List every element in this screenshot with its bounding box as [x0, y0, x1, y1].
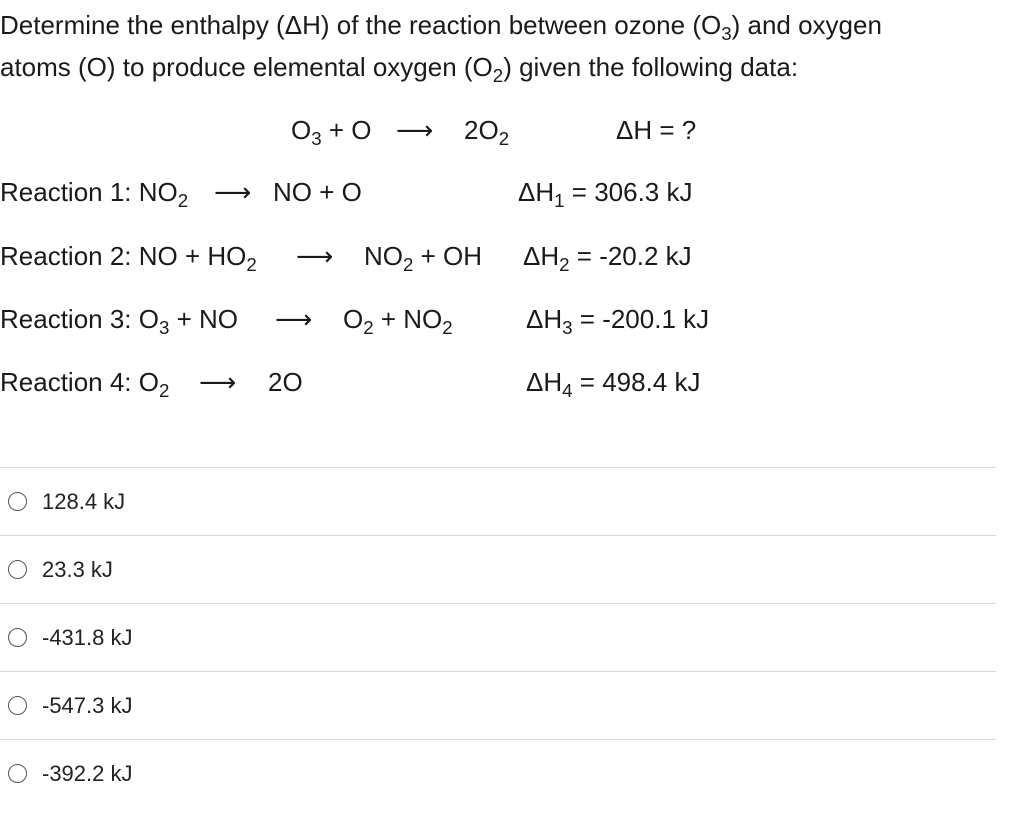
answer-option-label: 128.4 kJ	[42, 488, 126, 514]
radio-button-icon[interactable]	[8, 696, 27, 715]
reaction-1-enthalpy: $\Delta H_1 = 306.3$ kJ	[518, 177, 693, 211]
target-enthalpy: ΔH = ?	[616, 115, 697, 145]
reaction-4-arrow: ⟶	[199, 367, 237, 397]
question-line-1: Determine the enthalpy (ΔH) of the reaction between ozone $(O_3)$ and oxygen	[0, 10, 882, 44]
answer-option-label: -547.3 kJ	[42, 692, 133, 718]
question-line-2: atoms (O) to produce elemental oxygen $(O_2)$ given the following data:	[0, 52, 799, 86]
reaction-2-arrow: ⟶	[296, 241, 334, 271]
answer-option[interactable]	[0, 535, 996, 603]
answer-option-label: -392.2 kJ	[42, 760, 133, 786]
reaction-3-products: $O_2 + NO_2$	[343, 304, 453, 338]
radio-button-icon[interactable]	[8, 492, 27, 511]
reaction-1-products: NO + O	[273, 177, 362, 207]
answer-options	[0, 467, 996, 807]
radio-button-icon[interactable]	[8, 560, 27, 579]
target-reaction-reactants: $O_3 + O$	[291, 115, 372, 149]
reaction-2-enthalpy: $\Delta H_2 = -20.2$ kJ	[523, 241, 692, 275]
reaction-3-reactants: Reaction 3: $O_3$ + NO	[0, 304, 239, 338]
reaction-1-reactants: Reaction 1: $NO_2$	[0, 177, 189, 211]
reaction-4-enthalpy: $\Delta H_4 = 498.4$ kJ	[526, 367, 701, 401]
reaction-4-reactants: Reaction 4: $O_2$	[0, 367, 170, 401]
answer-option-label: 23.3 kJ	[42, 556, 113, 582]
answer-option[interactable]	[0, 671, 996, 739]
reaction-2-reactants: Reaction 2: NO + $HO_2$	[0, 241, 257, 275]
answer-option-label: -431.8 kJ	[42, 624, 133, 650]
reaction-1-arrow: ⟶	[214, 177, 252, 207]
reaction-4-products: 2O	[268, 367, 303, 397]
answer-option[interactable]	[0, 739, 996, 807]
reaction-2-products: $NO_2$ + OH	[364, 241, 483, 275]
reaction-3-arrow: ⟶	[275, 304, 313, 334]
answer-option[interactable]	[0, 467, 996, 535]
question-text	[0, 4, 1010, 88]
radio-button-icon[interactable]	[8, 764, 27, 783]
answer-option[interactable]	[0, 603, 996, 671]
reaction-3-enthalpy: $\Delta H_3 = -200.1$ kJ	[526, 304, 710, 338]
target-reaction-products: $2O_2$	[464, 115, 510, 149]
target-reaction-arrow: ⟶	[396, 115, 434, 145]
radio-button-icon[interactable]	[8, 628, 27, 647]
